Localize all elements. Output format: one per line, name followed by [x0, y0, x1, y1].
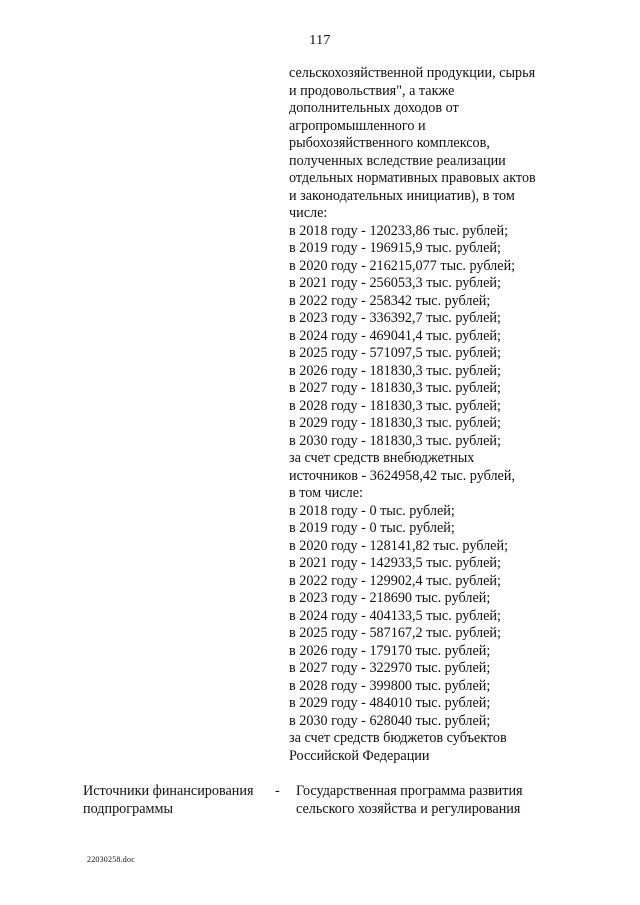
label-line: Источники финансирования [83, 783, 254, 799]
text-line: в 2019 году - 196915,9 тыс. рублей; [289, 240, 501, 256]
text-line: сельскохозяйственной продукции, сырья [289, 65, 536, 81]
text-line: в 2026 году - 179170 тыс. рублей; [289, 642, 491, 659]
text-line: в 2025 году - 571097,5 тыс. рублей; [289, 345, 501, 361]
text-line: в 2023 году - 218690 тыс. рублей; [289, 590, 491, 606]
label-line: подпрограммы [83, 800, 173, 817]
text-line: и продовольствия", а также [289, 82, 455, 99]
text-line: источников - 3624958,42 тыс. рублей, [289, 467, 515, 484]
text-line: в 2029 году - 484010 тыс. рублей; [289, 695, 491, 711]
text-line: и законодательных инициатив), в том [289, 187, 515, 204]
text-line: в 2030 году - 628040 тыс. рублей; [289, 712, 491, 729]
text-line: отдельных нормативных правовых актов [289, 170, 536, 186]
text-line: сельского хозяйства и регулирования [296, 800, 521, 817]
text-line: в 2018 году - 120233,86 тыс. рублей; [289, 222, 509, 239]
text-line: в 2023 году - 336392,7 тыс. рублей; [289, 310, 501, 326]
funding-sources-label [83, 783, 273, 818]
text-line: в 2026 году - 181830,3 тыс. рублей; [289, 362, 501, 379]
document-code: 22030258.doc [87, 855, 135, 864]
text-line: в 2018 году - 0 тыс. рублей; [289, 502, 455, 519]
text-line: в 2027 году - 322970 тыс. рублей; [289, 660, 491, 676]
text-line: в 2020 году - 216215,077 тыс. рублей; [289, 257, 516, 274]
text-line: Российской Федерации [289, 747, 430, 764]
text-line: в 2020 году - 128141,82 тыс. рублей; [289, 537, 509, 554]
text-line: в 2024 году - 469041,4 тыс. рублей; [289, 327, 501, 344]
text-line: в 2027 году - 181830,3 тыс. рублей; [289, 380, 501, 396]
text-line: в 2021 году - 256053,3 тыс. рублей; [289, 275, 501, 291]
text-line: в 2029 году - 181830,3 тыс. рублей; [289, 415, 501, 431]
text-line: Государственная программа развития [296, 783, 523, 799]
text-line: в 2030 году - 181830,3 тыс. рублей; [289, 432, 501, 449]
text-line: в 2019 году - 0 тыс. рублей; [289, 520, 455, 536]
text-line: полученных вследствие реализации [289, 152, 506, 169]
text-line: за счет средств бюджетов субъектов [289, 730, 507, 746]
text-line: в том числе: [289, 485, 363, 501]
funding-sources-text [296, 783, 596, 818]
text-line: агропромышленного и [289, 117, 426, 134]
text-line: рыбохозяйственного комплексов, [289, 135, 490, 151]
text-line: в 2028 году - 181830,3 тыс. рублей; [289, 397, 501, 414]
text-line: в 2028 году - 399800 тыс. рублей; [289, 677, 491, 694]
label-dash: - [275, 783, 280, 799]
text-line: за счет средств внебюджетных [289, 450, 475, 466]
text-line: числе: [289, 205, 328, 221]
text-line: в 2024 году - 404133,5 тыс. рублей; [289, 607, 501, 624]
text-line: в 2025 году - 587167,2 тыс. рублей; [289, 625, 501, 641]
page-number: 117 [309, 33, 331, 48]
text-line: в 2022 году - 129902,4 тыс. рублей; [289, 572, 501, 589]
text-line: дополнительных доходов от [289, 100, 459, 116]
funding-volume-column [289, 65, 589, 765]
text-line: в 2021 году - 142933,5 тыс. рублей; [289, 555, 501, 571]
text-line: в 2022 году - 258342 тыс. рублей; [289, 292, 491, 309]
